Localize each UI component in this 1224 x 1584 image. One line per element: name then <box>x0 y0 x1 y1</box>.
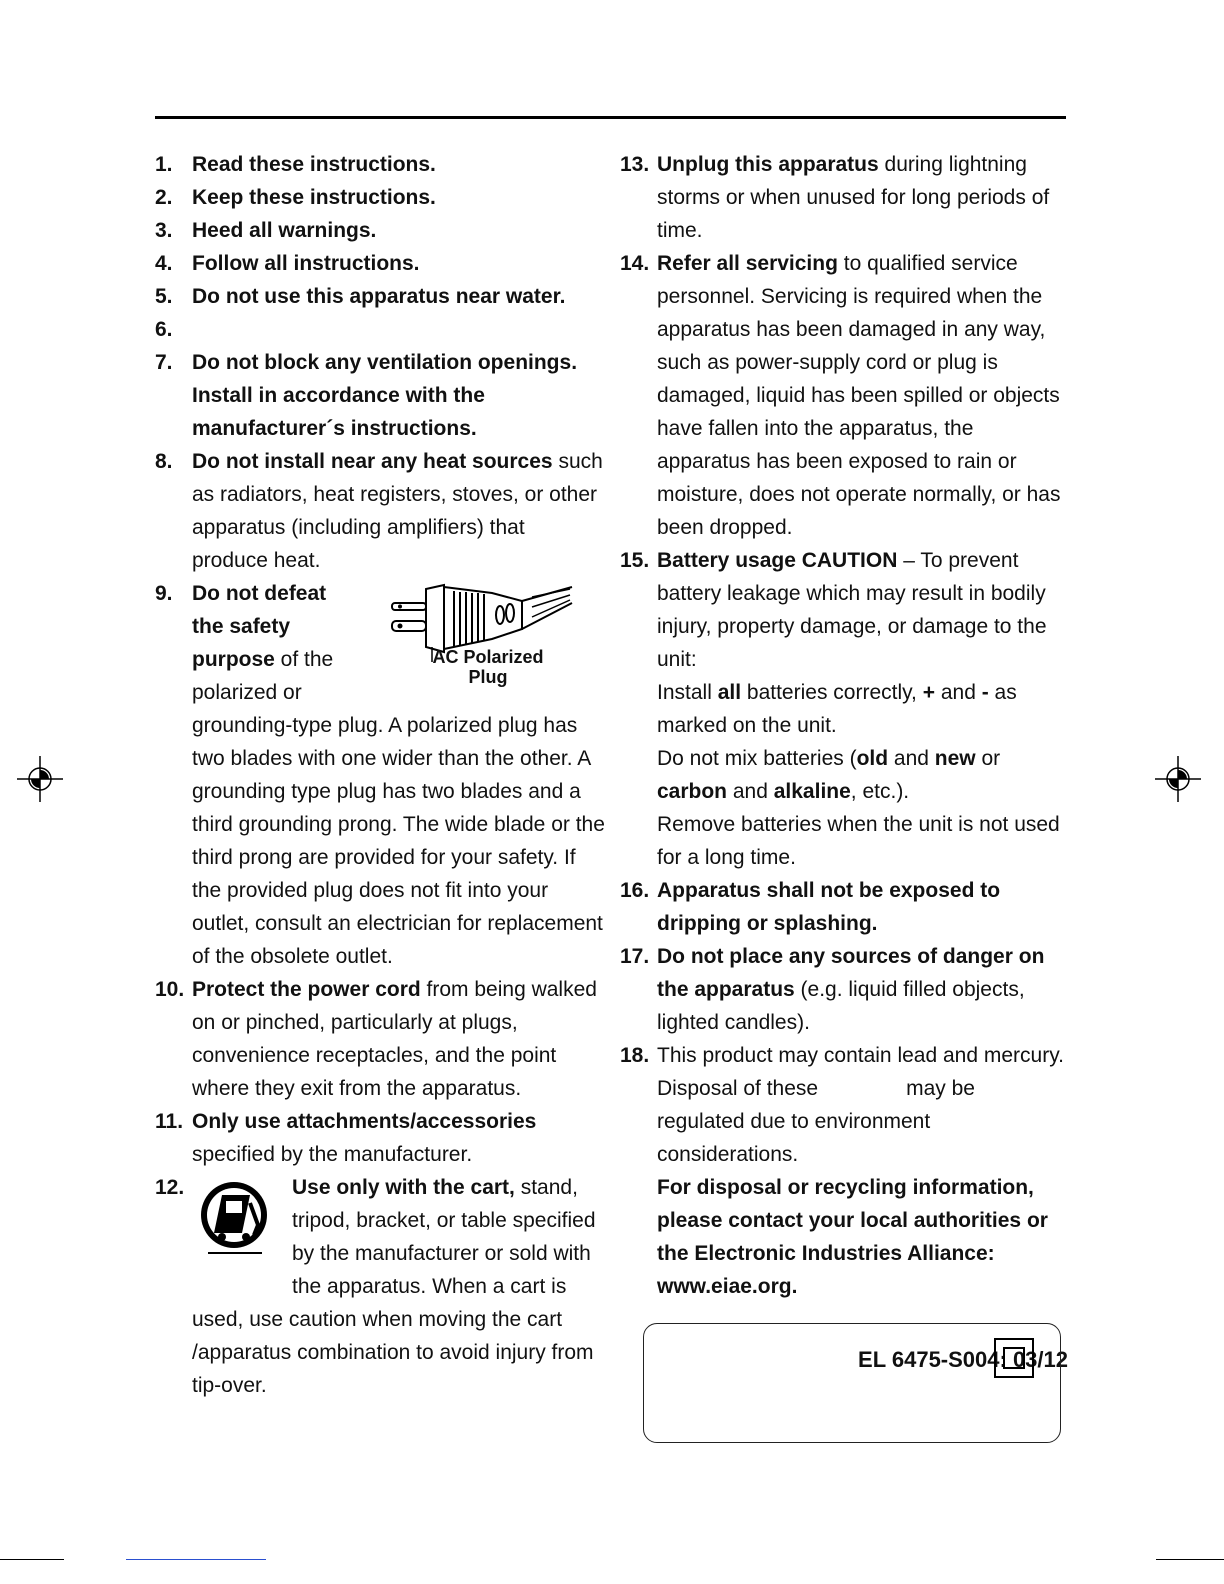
item-number: 14. <box>620 252 650 275</box>
battery-line-3: Remove batteries when the unit is not used for a long time. <box>657 813 1060 869</box>
text-run: old <box>856 747 889 770</box>
item-text <box>657 940 1068 1039</box>
item-rest: may be regulated due to environment considerations. <box>657 1077 975 1166</box>
item-text: Follow all instructions. <box>192 252 420 275</box>
left-column <box>155 148 605 1402</box>
list-item-11 <box>155 1105 605 1171</box>
item-rest: specified by the manufacturer. <box>192 1143 473 1166</box>
list-item-15 <box>620 544 1068 874</box>
text-run: Install <box>657 681 718 704</box>
item-bold: Do not place any sources of danger on the apparatus <box>657 945 1045 1001</box>
item-bold: Refer all servicing <box>657 252 838 275</box>
list-item-14 <box>620 247 1068 544</box>
list-item-12 <box>155 1171 605 1402</box>
item-bold: Apparatus shall not be exposed to dripping or splashing. <box>657 879 1001 935</box>
text-run: or <box>975 747 1001 770</box>
item-text <box>192 313 605 346</box>
item-number: 1. <box>155 153 173 176</box>
caption-line: AC Polarized <box>432 647 544 667</box>
list-item-8 <box>155 445 605 577</box>
item-text <box>657 247 1068 544</box>
list-item-5 <box>155 280 605 313</box>
item-bold: Do not defeat <box>192 582 327 605</box>
list-item-3 <box>155 214 605 247</box>
item-number: 8. <box>155 450 173 473</box>
registration-mark-icon <box>1155 756 1201 802</box>
item-rest: during lightning storms or when unused for long periods of time. <box>657 153 1050 242</box>
item-number: 11. <box>155 1110 184 1133</box>
item-text <box>292 1171 605 1303</box>
text-run: all <box>717 681 742 704</box>
item-rest: from being walked on or pinched, particularly at plugs, convenience receptacles, and the point where they exit from the apparatus. <box>192 978 597 1100</box>
item-text: Do not use this apparatus near water. <box>192 285 566 308</box>
crop-mark <box>1156 1559 1224 1560</box>
crop-mark <box>0 1559 64 1560</box>
item-number: 4. <box>155 252 173 275</box>
item-bold: purpose <box>192 648 275 671</box>
item-number: 6. <box>155 318 173 341</box>
item-number: 12. <box>155 1176 185 1199</box>
caption-line: Plug <box>468 667 508 687</box>
item-bold: Do not install near any heat sources <box>192 450 553 473</box>
item-text <box>657 544 1068 676</box>
item-bold: Use only with the cart, <box>292 1176 515 1199</box>
text-run: as marked on the unit. <box>657 681 1017 737</box>
item-rest: polarized or <box>192 681 302 704</box>
item-rest: stand, tripod, bracket, or table specified by the manufacturer or sold with the apparatus. When a cart is <box>292 1176 596 1298</box>
item-text <box>192 973 605 1105</box>
list-item-13 <box>620 148 1068 247</box>
top-rule <box>155 116 1066 119</box>
item-number: 16. <box>620 879 650 902</box>
item-bold: Protect the power cord <box>192 978 421 1001</box>
item-number: 18. <box>620 1044 650 1067</box>
list-item-7 <box>155 346 605 445</box>
item-number: 3. <box>155 219 173 242</box>
text-run: alkaline <box>773 780 851 803</box>
text-run: + <box>922 681 935 704</box>
item-text <box>192 445 605 577</box>
item-number: 13. <box>620 153 650 176</box>
document-reference-code: EL 6475-S004: 03/12 <box>858 1347 1068 1372</box>
list-item-17 <box>620 940 1068 1039</box>
list-item-6 <box>155 313 605 346</box>
item-number: 2. <box>155 186 173 209</box>
text-run: carbon <box>657 780 728 803</box>
item-text: Do not block any ventilation openings. Install in accordance with the manufacturer´s instructions. <box>192 351 578 440</box>
item-rest: – To prevent battery leakage which may result in bodily injury, property damage, or damage to the unit: <box>657 549 1047 671</box>
list-item-4 <box>155 247 605 280</box>
list-item-18 <box>620 1039 1068 1303</box>
right-column <box>620 148 1068 1376</box>
item-number: 7. <box>155 351 173 374</box>
list-item-16 <box>620 874 1068 940</box>
list-item-1 <box>155 148 605 181</box>
item-rest: to qualified service personnel. Servicing is required when the apparatus has been damaged in any way, such as power-supply cord or plug is damaged, liquid has been spilled or objects have fallen into the apparatus, the apparatus has been exposed to rain or moisture, does not operate normally, or has been dropped. <box>657 252 1061 539</box>
text-run: new <box>934 747 976 770</box>
item-text: Read these instructions. <box>192 153 436 176</box>
battery-line-2 <box>657 742 1068 808</box>
text-run: - <box>981 681 989 704</box>
text-run: and <box>888 747 935 770</box>
registration-mark-icon <box>17 756 63 802</box>
list-item-10 <box>155 973 605 1105</box>
item-number: 10. <box>155 978 185 1001</box>
item-rest: such as radiators, heat registers, stoves, or other apparatus (including amplifiers) that produce heat. <box>192 450 603 572</box>
item-rest: grounding-type plug. A polarized plug has two blades with one wider than the other. A grounding type plug has two blades and a third grounding prong. The wide blade or the third prong are provided for your safety. If the provided plug does not fit into your outlet, consult an electrician for replacement of the obsolete outlet. <box>192 714 605 968</box>
item-bold: Battery usage CAUTION <box>657 549 898 572</box>
item-number: 5. <box>155 285 173 308</box>
item-bold: Unplug this apparatus <box>657 153 879 176</box>
item-text <box>657 1039 1068 1171</box>
item-rest: used, use caution when moving the cart /apparatus combination to avoid injury from tip-over. <box>192 1308 594 1397</box>
list-item-2 <box>155 181 605 214</box>
item-text: Keep these instructions. <box>192 186 436 209</box>
text-run: , etc.). <box>850 780 910 803</box>
text-run: and <box>935 681 982 704</box>
item-text <box>657 148 1068 247</box>
item-rest: This product may contain lead and mercury. Disposal of these <box>657 1044 1064 1100</box>
crop-mark <box>126 1559 266 1560</box>
item-number: 17. <box>620 945 650 968</box>
item-text: Heed all warnings. <box>192 219 377 242</box>
item-bold: the safety <box>192 615 291 638</box>
text-run: batteries correctly, <box>741 681 923 704</box>
item-number: 9. <box>155 582 173 605</box>
cart-tip-over-warning-icon <box>192 1173 292 1263</box>
item-rest: (e.g. liquid filled objects, lighted candles). <box>657 978 1025 1034</box>
item-bold: For disposal or recycling information, please contact your local authorities or the Electronic Industries Alliance: www.eiae.org. <box>657 1176 1048 1298</box>
item-bold: Only use attachments/accessories <box>192 1110 537 1133</box>
item-number: 15. <box>620 549 650 572</box>
text-run: Do not mix batteries ( <box>657 747 857 770</box>
list-item-9 <box>155 577 605 973</box>
battery-line-1 <box>657 676 1068 742</box>
double-insulation-class-ii-icon <box>994 1338 1034 1378</box>
item-rest: of the <box>274 648 334 671</box>
plug-caption <box>423 647 553 687</box>
text-run: and <box>727 780 774 803</box>
